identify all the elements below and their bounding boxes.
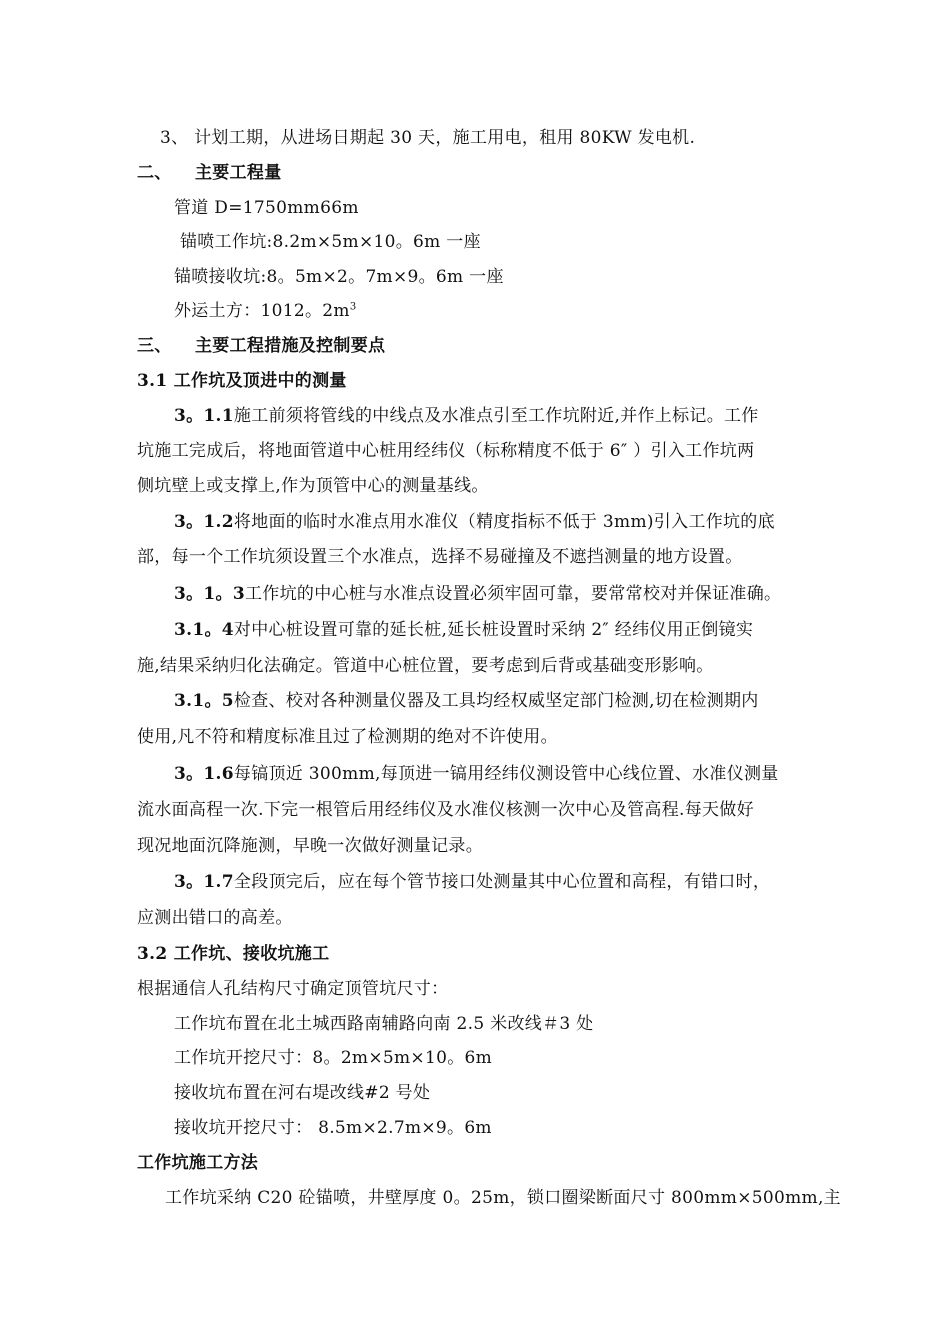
para-3-1-5-line-2: 使用,凡不符和精度标准且过了检测期的绝对不许使用。 (137, 727, 558, 747)
para-3-1-3-number: 3。1。3 (174, 584, 245, 604)
pit-item-work-size: 工作坑开挖尺寸：8。2m×5m×10。6m (174, 1048, 493, 1068)
subsection-3-2-title: 3.2 工作坑、接收坑施工 (137, 944, 330, 964)
pit-item-receive-size: 接收坑开挖尺寸： 8.5m×2.7m×9。6m (174, 1118, 492, 1138)
para-3-1-6-number: 3。1.6 (174, 764, 234, 784)
para-3-1-6-line-2: 流水面高程一次.下完一根管后用经纬仪及水准仪核测一次中心及管高程.每天做好 (137, 800, 754, 820)
para-3-1-4-number: 3.1。4 (174, 620, 234, 640)
section3-number: 三、 (137, 336, 172, 356)
section3-heading (137, 335, 385, 357)
section2-title: 主要工程量 (195, 163, 282, 183)
para-3-1-6-line-3: 现况地面沉降施测，早晚一次做好测量记录。 (137, 836, 483, 856)
quantity-item-pipe: 管道 D=1750mm66m (174, 198, 359, 218)
quantity-item-work-pit: 锚喷工作坑:8.2m×5m×10。6m 一座 (180, 232, 481, 252)
section2-number: 二、 (137, 163, 172, 183)
para-3-1-6-line-1: 3。1.6每镐顶近 300mm,每顶进一镐用经纬仪测设管中心线位置、水准仪测量 (174, 764, 779, 784)
para-3-1-2-line-2: 部，每一个工作坑须设置三个水准点，选择不易碰撞及不遮挡测量的地方设置。 (137, 547, 743, 567)
pit-item-receive-location: 接收坑布置在河右堤改线#2 号处 (174, 1083, 431, 1103)
earthwork-text: 外运土方：1012。2m (174, 301, 350, 321)
para-3-1-1-line-2: 坑施工完成后，将地面管道中心桩用经纬仪（标称精度不低于 6″ ）引入工作坑两 (137, 441, 755, 461)
para-3-1-7-line-1: 3。1.7全段顶完后，应在每个管节接口处测量其中心位置和高程，有错口时， (174, 872, 771, 892)
quantity-item-receive-pit: 锚喷接收坑:8。5m×2。7m×9。6m 一座 (174, 267, 504, 287)
para-3-1-2-number: 3。1.2 (174, 512, 234, 532)
section2-heading (137, 162, 282, 184)
earthwork-superscript: 3 (349, 301, 357, 313)
para-3-1-5-line-1: 3.1。5检查、校对各种测量仪器及工具均经权威坚定部门检测,切在检测期内 (174, 691, 759, 711)
para-3-1-7-number: 3。1.7 (174, 872, 234, 892)
para-3-1-7-line-2: 应测出错口的高差。 (137, 908, 293, 928)
section3-title: 主要工程措施及控制要点 (195, 336, 386, 356)
para-3-1-5-number: 3.1。5 (174, 691, 234, 711)
para-3-1-4-line-2: 施,结果采纳归化法确定。管道中心桩位置，要考虑到后背或基础变形影响。 (137, 656, 714, 676)
para-3-1-3-line-1: 3。1。3工作坑的中心桩与水准点设置必须牢固可靠，要常常校对并保证准确。 (174, 584, 782, 604)
pit-item-work-location: 工作坑布置在北土城西路南辅路向南 2.5 米改线＃3 处 (174, 1014, 594, 1034)
subsection-3-2-lead: 根据通信人孔结构尺寸确定顶管坑尺寸： (137, 979, 449, 999)
para-3-1-1-line-1: 3。1.1施工前须将管线的中线点及水准点引至工作坑附近,并作上标记。工作 (174, 406, 759, 426)
quantity-item-earthwork (174, 300, 356, 322)
subsection-3-1-title: 3.1 工作坑及顶进中的测量 (137, 371, 347, 391)
intro-line: 3、 计划工期，从进场日期起 30 天，施工用电，租用 80KW 发电机. (160, 128, 696, 148)
para-3-1-1-line-3: 侧坑壁上或支撑上,作为顶管中心的测量基线。 (137, 476, 489, 496)
para-3-1-2-line-1: 3。1.2将地面的临时水准点用水准仪（精度指标不低于 3mm)引入工作坑的底 (174, 512, 775, 532)
para-3-1-4-line-1: 3.1。4对中心桩设置可靠的延长桩,延长桩设置时采纳 2″ 经纬仪用正倒镜实 (174, 620, 754, 640)
para-3-1-1-number: 3。1.1 (174, 406, 234, 426)
method-title: 工作坑施工方法 (137, 1153, 259, 1173)
method-line-1: 工作坑采纳 C20 砼锚喷，井壁厚度 0。25m，锁口圈梁断面尺寸 800mm×500mm,主 (165, 1188, 841, 1208)
